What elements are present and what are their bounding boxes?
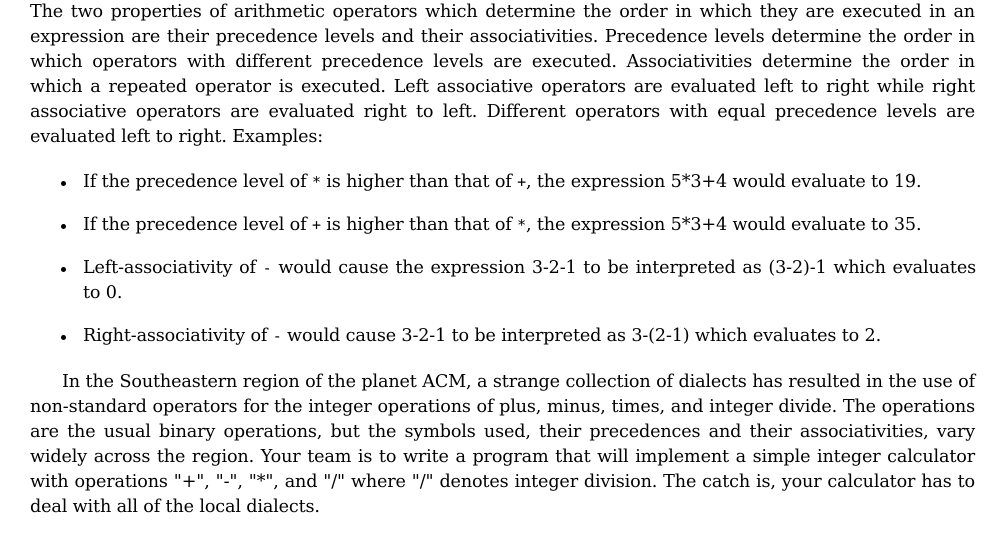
list-item-text	[83, 324, 976, 349]
text-fragment: would cause the expression 3-2-1 to be interpreted as (3-2)-1 which evaluates to 0.	[83, 258, 976, 303]
text-fragment: would cause 3-2-1 to be interpreted as 3-(2-1) which evaluates to 2.	[281, 326, 882, 346]
text-fragment: is higher than that of	[320, 172, 518, 192]
intro-paragraph: The two properties of arithmetic operators which determine the order in which they are executed in an expression are their precedence levels and their associativities. Precedence levels determine the order in which operators with different precedence levels are executed. Associativities determine the order in which a repeated operator is executed. Left associative operators are evaluated left to right while right associative operators are evaluated right to left. Different operators with equal precedence levels are evaluated left to right. Examples:	[30, 2, 975, 147]
operator-symbol: -	[262, 259, 272, 277]
list-item-text	[83, 256, 976, 306]
bullet-dot-icon	[61, 181, 66, 186]
text-fragment: Right-associativity of	[83, 326, 273, 346]
operator-symbol: *	[311, 173, 321, 191]
operator-symbol: *	[517, 216, 526, 234]
bullet-dot-icon	[61, 267, 66, 272]
operator-symbol: -	[272, 327, 282, 345]
bullet-dot-icon	[61, 335, 66, 340]
second-paragraph: In the Southeastern region of the planet ACM, a strange collection of dialects has resulted in the use of non-standard operators for the integer operations of plus, minus, times, and integer divide. The operations are the usual binary operations, but the symbols used, their precedences and their associativities, vary widely across the region. Your team is to write a program that will implement a simple integer calculator with operations "+", "-", "*", and "/" where "/" denotes integer division. The catch is, your calculator has to deal with all of the local dialects.	[30, 372, 975, 517]
list-item-text	[83, 170, 976, 195]
text-fragment: If the precedence level of	[83, 215, 312, 235]
list-item-text	[83, 213, 976, 238]
operator-symbol: +	[517, 173, 526, 191]
text-fragment: , the expression 5*3+4 would evaluate to 35.	[526, 215, 922, 235]
bullet-dot-icon	[61, 224, 66, 229]
operator-symbol: +	[311, 216, 321, 234]
text-fragment: , the expression 5*3+4 would evaluate to 19.	[526, 172, 922, 192]
text-fragment: is higher than that of	[320, 215, 518, 235]
text-fragment: If the precedence level of	[83, 172, 312, 192]
text-fragment: Left-associativity of	[83, 258, 263, 278]
